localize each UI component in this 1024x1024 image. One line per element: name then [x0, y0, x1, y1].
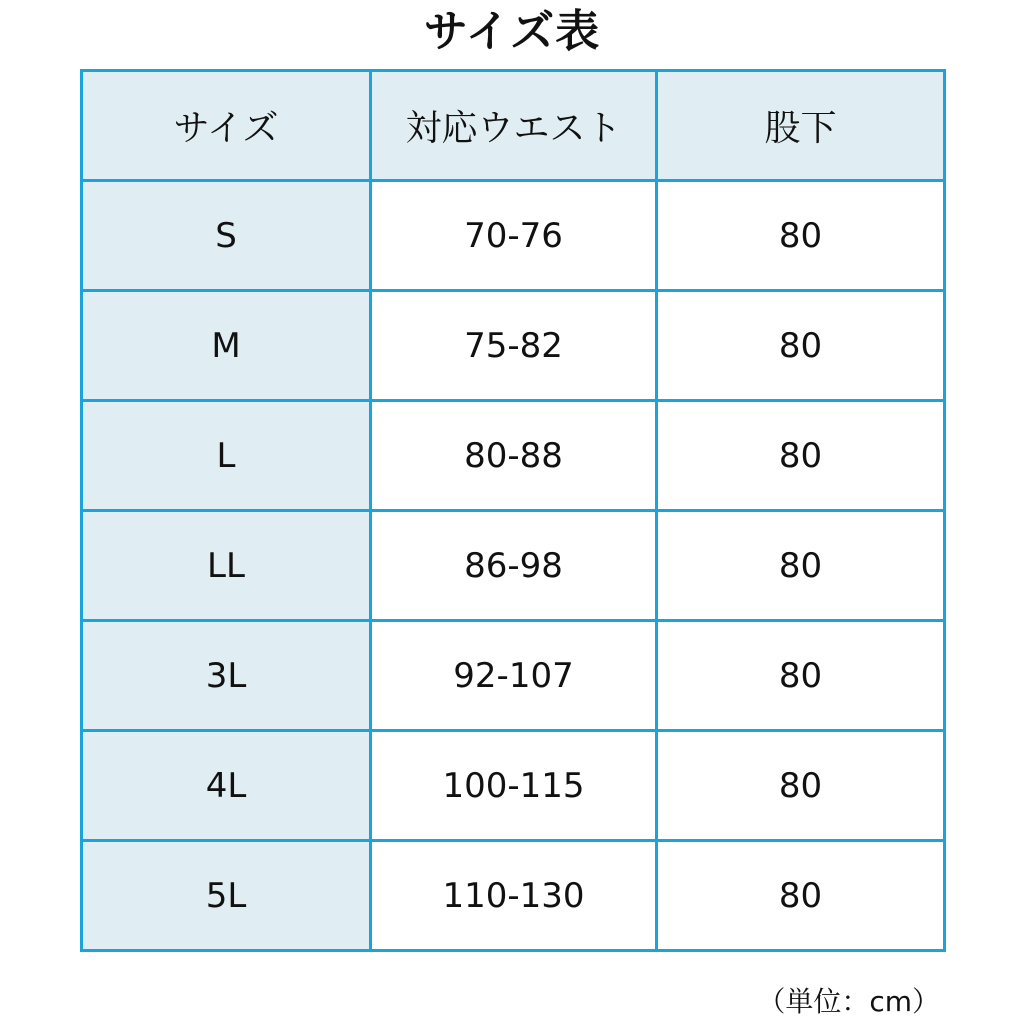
table-row: [82, 181, 945, 291]
waist-cell: 86-98: [371, 511, 657, 621]
inseam-cell: 80: [657, 401, 945, 511]
table-row: [82, 731, 945, 841]
table-header-row: [82, 71, 945, 181]
size-cell: 5L: [82, 841, 371, 951]
size-cell: 3L: [82, 621, 371, 731]
inseam-cell: 80: [657, 731, 945, 841]
size-cell: M: [82, 291, 371, 401]
waist-cell: 110-130: [371, 841, 657, 951]
size-cell: L: [82, 401, 371, 511]
waist-cell: 75-82: [371, 291, 657, 401]
column-header-size: サイズ: [82, 71, 371, 181]
table-row: [82, 621, 945, 731]
waist-cell: 70-76: [371, 181, 657, 291]
unit-note: （単位：cm）: [757, 985, 940, 1018]
table-row: [82, 511, 945, 621]
column-header-inseam: 股下: [657, 71, 945, 181]
table-row: [82, 401, 945, 511]
size-cell: LL: [82, 511, 371, 621]
table-row: [82, 291, 945, 401]
table-row: [82, 841, 945, 951]
size-cell: 4L: [82, 731, 371, 841]
column-header-waist: 対応ウエスト: [371, 71, 657, 181]
size-chart-table: [80, 69, 946, 952]
waist-cell: 92-107: [371, 621, 657, 731]
waist-cell: 100-115: [371, 731, 657, 841]
inseam-cell: 80: [657, 511, 945, 621]
waist-cell: 80-88: [371, 401, 657, 511]
inseam-cell: 80: [657, 291, 945, 401]
inseam-cell: 80: [657, 181, 945, 291]
size-cell: S: [82, 181, 371, 291]
page-title: サイズ表: [423, 6, 601, 57]
inseam-cell: 80: [657, 621, 945, 731]
inseam-cell: 80: [657, 841, 945, 951]
